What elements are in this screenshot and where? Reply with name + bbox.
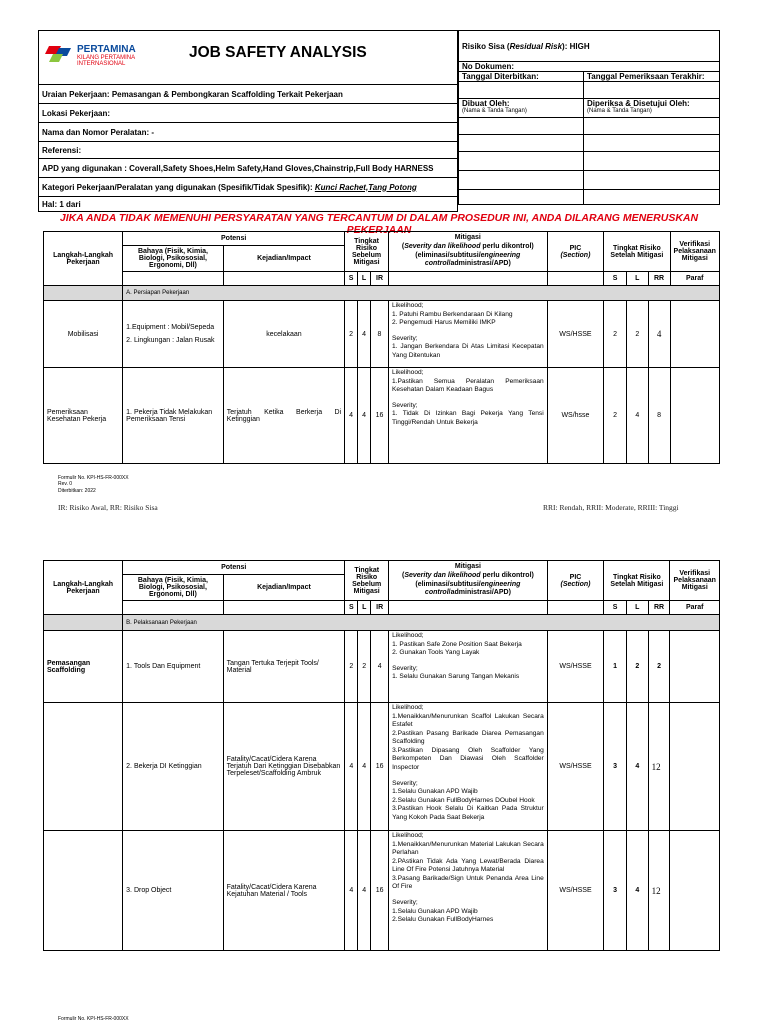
s-cell: 2 xyxy=(345,301,358,368)
mitigation-line xyxy=(392,395,544,402)
mit-l3a: (eliminasi/subtitusi/ xyxy=(415,580,481,588)
s2-cell: 3 xyxy=(604,703,627,831)
blank-cell-4 xyxy=(584,152,720,171)
section-a-title: A. Persiapan Pekerjaan xyxy=(123,286,720,301)
rr-cell: 12 xyxy=(648,831,670,951)
step-cell: Mobilisasi xyxy=(44,301,123,368)
risk-after-header: Tingkat Risiko Setelah Mitigasi xyxy=(604,561,670,601)
pic-cell: WS/HSSE xyxy=(547,301,604,368)
mitigation-line: 2.Selalu Gunakan FullBodyHarnes xyxy=(392,916,494,924)
jsa-table-b xyxy=(43,560,720,951)
paraf-cell xyxy=(670,703,720,831)
ir-header: IR xyxy=(371,272,389,286)
approved-by-sub: (Nama & Tanda Tangan) xyxy=(587,108,652,114)
residual-risk-italic: Residual Risk xyxy=(509,41,563,51)
ir-cell: 16 xyxy=(371,703,389,831)
doc-title: JOB SAFETY ANALYSIS xyxy=(189,44,367,61)
pic-header xyxy=(547,561,604,601)
mitigation-header-sub xyxy=(388,272,547,286)
reference: Referensi: xyxy=(39,142,458,159)
l2-cell: 4 xyxy=(626,368,648,464)
mitigation-line: 1. Pastikan Safe Zone Position Saat Bekerja xyxy=(392,640,522,648)
section-b-title: B. Pelaksanaan Pekerjaan xyxy=(123,615,720,631)
mitigation-line: 2.Pastikan Pasang Barikade Diarea Pemasangan Scaffolding xyxy=(392,729,544,746)
category xyxy=(39,178,458,197)
section-label: (Section) xyxy=(560,251,591,259)
pic-label: PIC xyxy=(569,573,582,581)
rr-cell: 8 xyxy=(648,368,670,464)
rr-cell: 4 xyxy=(648,301,670,368)
hazard-line-2: 2. Lingkungan : Jalan Rusak xyxy=(126,337,215,344)
warning-banner: JIKA ANDA TIDAK MEMENUHI PERSYARATAN YANG TERCANTUM DI DALAM PROSEDUR INI, ANDA DILARANG MENERUSKAN PEKERJAAN xyxy=(59,212,699,236)
mitigation-line: Likelihood; xyxy=(391,369,424,376)
impact-cell: Tangan Tertuka Terjepit Tools/ Material xyxy=(223,631,345,703)
brand-name: PERTAMINA xyxy=(77,44,136,55)
s-cell: 4 xyxy=(345,831,358,951)
paraf-cell xyxy=(670,631,720,703)
mitigation-line: 2. Gunakan Tools Yang Layak xyxy=(392,649,480,657)
l2-cell: 2 xyxy=(626,631,648,703)
blank-cell-2 xyxy=(584,135,720,152)
page-number: Hal: 1 dari xyxy=(39,197,458,212)
mitigation-line: 1. Selalu Gunakan Sarung Tangan Mekanis xyxy=(392,673,520,681)
mitigation-line: Likelihood; xyxy=(392,704,424,711)
rr-cell: 12 xyxy=(648,703,670,831)
pic-cell: WS/HSSE xyxy=(547,631,604,703)
l-cell: 2 xyxy=(358,631,371,703)
mitigation-line: Severity; xyxy=(391,401,418,409)
paraf-cell xyxy=(670,368,720,464)
pic-cell: WS/HSSE xyxy=(547,703,604,831)
mit-l2a: ( xyxy=(401,571,405,579)
residual-risk-tail: ): HIGH xyxy=(562,41,590,51)
impact-cell: Terjatuh Ketika Berkerja Di Ketinggian xyxy=(223,368,344,464)
mit-l2b: Severity dan likelihood xyxy=(404,571,481,579)
pic-label: PIC xyxy=(569,244,582,252)
l-header: L xyxy=(358,601,371,615)
hazard-cell: 2. Bekerja DI Ketinggian xyxy=(123,703,223,831)
mitigation-cell xyxy=(388,301,547,368)
mitigation-line xyxy=(392,892,544,899)
step-cell: Pemasangan Scaffolding xyxy=(44,631,123,703)
mitigation-line: Severity; xyxy=(392,779,418,787)
mitigation-line xyxy=(392,328,544,335)
mit-l3b: engineering control xyxy=(424,580,521,597)
l2-cell: 4 xyxy=(626,703,648,831)
blank-cell-3 xyxy=(459,152,584,171)
table-row xyxy=(44,831,720,951)
hazard-cell: 3. Drop Object xyxy=(123,831,223,951)
impact-cell: kecelakaan xyxy=(223,301,344,368)
mitigation-line: 3.Pasang Barikade/Sign Untuk Penanda Area Line Of Fire xyxy=(392,874,544,891)
s2-cell: 3 xyxy=(604,831,627,951)
hazard-cell: 1. Pekerja Tidak Melakukan Pemeriksaan Tensi xyxy=(123,368,224,464)
mitigation-line: 2.Selalu Gunakan FullBodyHarnes DOubel Hook xyxy=(392,796,535,804)
pic-cell: WS/hsse xyxy=(547,368,604,464)
ir-header: IR xyxy=(371,601,389,615)
impact-header-sub xyxy=(223,272,344,286)
footer-rev: Rev. 0 xyxy=(58,481,73,488)
pic-header xyxy=(547,232,604,272)
s2-cell: 1 xyxy=(604,631,627,703)
hazard-line-1: 1.Equipment : Mobil/Sepeda xyxy=(126,323,215,331)
category-label: Kategori Pekerjaan/Peralatan yang digunakan (Spesifik/Tidak Spesifik): xyxy=(42,182,315,192)
verification-header: Verifikasi Pelaksanaan Mitigasi xyxy=(670,232,720,272)
mitigation-line: 1.Selalu Gunakan APD Wajib xyxy=(392,907,478,915)
approved-by-sign xyxy=(584,118,720,135)
mit-l2c: perlu dikontrol) xyxy=(480,571,534,579)
blank-cell-5 xyxy=(459,171,584,190)
rr-header: RR xyxy=(648,272,670,286)
ir-cell: 8 xyxy=(371,301,389,368)
mitigation-line: 3.Pastikan Hook Selalu Di Kaitkan Pada Struktur Yang Kokoh Pada Saat Bekerja xyxy=(392,805,544,821)
paraf-header: Paraf xyxy=(670,272,720,286)
impact-header: Kejadian/Impact xyxy=(223,575,345,601)
hazard-cell xyxy=(123,301,224,368)
potensi-header: Potensi xyxy=(123,561,345,575)
l-cell: 4 xyxy=(358,301,371,368)
s-cell: 4 xyxy=(345,703,358,831)
mitigation-header xyxy=(388,232,547,272)
hazard-header: Bahaya (Fisik, Kimia, Biologi, Psikososial, Ergonomi, Dll) xyxy=(123,246,224,272)
l2-cell: 4 xyxy=(626,831,648,951)
mitigation-cell xyxy=(389,831,548,951)
mitigation-line: Severity; xyxy=(391,334,418,342)
pic-cell: WS/HSSE xyxy=(547,831,604,951)
mitigation-header xyxy=(389,561,548,601)
s2-cell: 2 xyxy=(604,301,627,368)
table-row xyxy=(44,631,720,703)
mitigation-header-sub xyxy=(389,601,548,615)
s-header: S xyxy=(345,272,358,286)
mitigation-line: 2. Pengemudi Harus Memiliki IMKP xyxy=(391,319,496,327)
pic-header-sub xyxy=(547,272,604,286)
mitigation-line: 2.PAstikan Tidak Ada Yang Lewat/Berada Diarea Line Of Fire Potensi Jatuhnya Material xyxy=(392,857,544,874)
blank-cell-6 xyxy=(584,171,720,190)
steps-header: Langkah-Langkah Pekerjaan xyxy=(44,561,123,615)
jsa-table-a xyxy=(43,231,720,464)
hazard-header: Bahaya (Fisik, Kimia, Biologi, Psikososial, Ergonomi, Dll) xyxy=(123,575,223,601)
mitigation-line: 1. Jangan Berkendara Di Atas Limitasi Kecepatan Yang Ditentukan xyxy=(391,343,544,359)
mit-title: Mitigasi xyxy=(454,563,481,570)
l-header: L xyxy=(358,272,371,286)
mitigation-line: Severity; xyxy=(392,664,418,672)
ppe: APD yang digunakan : Coverall,Safety Shoes,Helm Safety,Hand Gloves,Chainstrip,Full Body HARNESS xyxy=(39,159,458,178)
verification-header: Verifikasi Pelaksanaan Mitigasi xyxy=(670,561,720,601)
paraf-cell xyxy=(670,301,720,368)
table-row xyxy=(44,703,720,831)
mitigation-line: Likelihood; xyxy=(391,302,424,309)
mitigation-line: 1. Tidak Di Izinkan Bagi Pekerja Yang Tensi Tinggi/Rendah Untuk Bekerja xyxy=(391,410,544,426)
blank-cell-8 xyxy=(584,190,720,205)
approved-by-label: Diperiksa & Disetujui Oleh: xyxy=(587,99,690,108)
ir-cell: 16 xyxy=(371,368,389,464)
section-b-lead xyxy=(44,615,123,631)
table-row xyxy=(44,301,720,368)
l-cell: 4 xyxy=(358,703,371,831)
made-by-label: Dibuat Oleh: xyxy=(462,99,510,108)
brand-sub1: KILANG PERTAMINA xyxy=(77,55,136,61)
logo-title-cell xyxy=(39,31,458,85)
mitigation-line: 1. Patuhi Rambu Berkendaraan Di Kilang xyxy=(391,310,513,318)
section-a-lead xyxy=(44,286,123,301)
footer-issued: Diterbitkan: 2022 xyxy=(58,487,96,494)
made-by-sign xyxy=(459,118,584,135)
hazard-header-sub xyxy=(123,601,223,615)
mit-l3c: /administrasi/APD) xyxy=(448,260,511,268)
paraf-header: Paraf xyxy=(670,601,720,615)
blank-cell-1 xyxy=(459,135,584,152)
mitigation-line: 3.Pastikan Dipasang Oleh Scaffolder Yang Berkompeten Dan Diawasi Oleh Scaffolder Inspector xyxy=(392,746,544,771)
table-row xyxy=(44,368,720,464)
equipment: Nama dan Nomor Peralatan: - xyxy=(39,123,458,142)
step-cell xyxy=(44,831,123,951)
risk-before-header: Tingkat Risiko Sebelum Mitigasi xyxy=(345,561,389,601)
mit-title: Mitigasi xyxy=(454,234,481,241)
header-right-table xyxy=(458,30,720,205)
header-left-table xyxy=(38,30,458,212)
s2-header: S xyxy=(604,601,627,615)
brand-sub2: INTERNASIONAL xyxy=(77,61,126,67)
l-cell: 4 xyxy=(358,368,371,464)
s-cell: 4 xyxy=(345,368,358,464)
footer-form-no-2: Formulir No. KPI-HS-FR-000XX xyxy=(58,1016,129,1022)
risk-before-header: Tingkat Risiko Sebelum Mitigasi xyxy=(345,232,389,272)
made-by-sub: (Nama & Tanda Tangan) xyxy=(462,108,527,114)
mitigation-cell xyxy=(389,703,548,831)
l2-cell: 2 xyxy=(626,301,648,368)
risk-after-header: Tingkat Risiko Setelah Mitigasi xyxy=(604,232,670,272)
mitigation-line xyxy=(392,658,544,665)
mit-l3c: /administrasi/APD) xyxy=(448,589,511,597)
blank-cell-7 xyxy=(459,190,584,205)
mitigation-cell xyxy=(388,368,547,464)
step-cell xyxy=(44,703,123,831)
mitigation-line xyxy=(392,773,544,780)
approved-by xyxy=(584,99,720,118)
mitigation-line: Likelihood; xyxy=(392,832,424,839)
rr-cell: 2 xyxy=(648,631,670,703)
section-label: (Section) xyxy=(560,580,591,588)
s2-cell: 2 xyxy=(604,368,627,464)
l-cell: 4 xyxy=(358,831,371,951)
mitigation-cell xyxy=(389,631,548,703)
last-review-value xyxy=(584,82,720,99)
l2-header: L xyxy=(626,272,648,286)
l2-header: L xyxy=(626,601,648,615)
ir-cell: 16 xyxy=(371,831,389,951)
location: Lokasi Pekerjaan: xyxy=(39,104,458,123)
mit-l2b: Severity dan likelihood xyxy=(404,242,481,250)
hazard-header-sub xyxy=(123,272,224,286)
category-value: Kunci Rachet,Tang Potong xyxy=(314,182,417,192)
job-desc: Uraian Pekerjaan: Pemasangan & Pembongkaran Scaffolding Terkait Pekerjaan xyxy=(39,85,458,104)
footer-form-info xyxy=(58,475,129,494)
potensi-header: Potensi xyxy=(123,232,345,246)
mitigation-line: Severity; xyxy=(392,898,418,906)
mitigation-line: 1.Selalu Gunakan APD Wajib xyxy=(392,788,478,796)
legend-right: RRI: Rendah, RRII: Moderate, RRIII: Tinggi xyxy=(543,503,679,512)
made-by xyxy=(459,99,584,118)
issued-date: Tanggal Diterbitkan: xyxy=(459,72,584,82)
doc-no: No Dokumen: xyxy=(459,62,720,72)
mitigation-line: 1.Pastikan Semua Peralatan Pemeriksaan Kesehatan Dalam Keadaan Bagus xyxy=(391,377,544,394)
mit-l3a: (eliminasi/subtitusi/ xyxy=(415,251,481,259)
paraf-cell xyxy=(670,831,720,951)
last-review: Tanggal Pemeriksaan Terakhir: xyxy=(584,72,720,82)
mitigation-line: 1.Menaikkan/Menurunkan Material Lakukan Secara Perlahan xyxy=(392,840,544,857)
rr-header: RR xyxy=(648,601,670,615)
pic-header-sub xyxy=(547,601,604,615)
impact-header-sub xyxy=(223,601,345,615)
s-cell: 2 xyxy=(345,631,358,703)
mitigation-line: Likelihood; xyxy=(392,632,424,639)
mit-l2c: perlu dikontrol) xyxy=(480,242,534,250)
impact-cell: Fatality/Cacat/Cidera Karena Terjatuh Dari Ketinggian Disebabkan Terpeleset/Scaffolding Ambruk xyxy=(223,703,345,831)
ir-cell: 4 xyxy=(371,631,389,703)
residual-risk-label: Risiko Sisa ( xyxy=(462,41,510,51)
impact-header: Kejadian/Impact xyxy=(223,246,344,272)
steps-header: Langkah-Langkah Pekerjaan xyxy=(44,232,123,286)
mit-l3b: engineering control xyxy=(424,251,521,268)
s2-header: S xyxy=(604,272,627,286)
step-cell: Pemeriksaan Kesehatan Pekerja xyxy=(44,368,123,464)
hazard-cell: 1. Tools Dan Equipment xyxy=(123,631,223,703)
legend-left: IR: Risiko Awal, RR: Risiko Sisa xyxy=(58,503,158,512)
mit-l2a: ( xyxy=(401,242,405,250)
residual-risk xyxy=(459,31,720,62)
footer-form-no: Formulir No. KPI-HS-FR-000XX xyxy=(58,475,129,481)
issued-date-value xyxy=(459,82,584,99)
mitigation-line: 1.Menaikkan/Menurunkan Scaffol Lakukan Secara Estafet xyxy=(392,712,544,729)
impact-cell: Fatality/Cacat/Cidera Karena Kejatuhan Material / Tools xyxy=(223,831,345,951)
s-header: S xyxy=(345,601,358,615)
pertamina-logo-icon xyxy=(43,42,73,64)
